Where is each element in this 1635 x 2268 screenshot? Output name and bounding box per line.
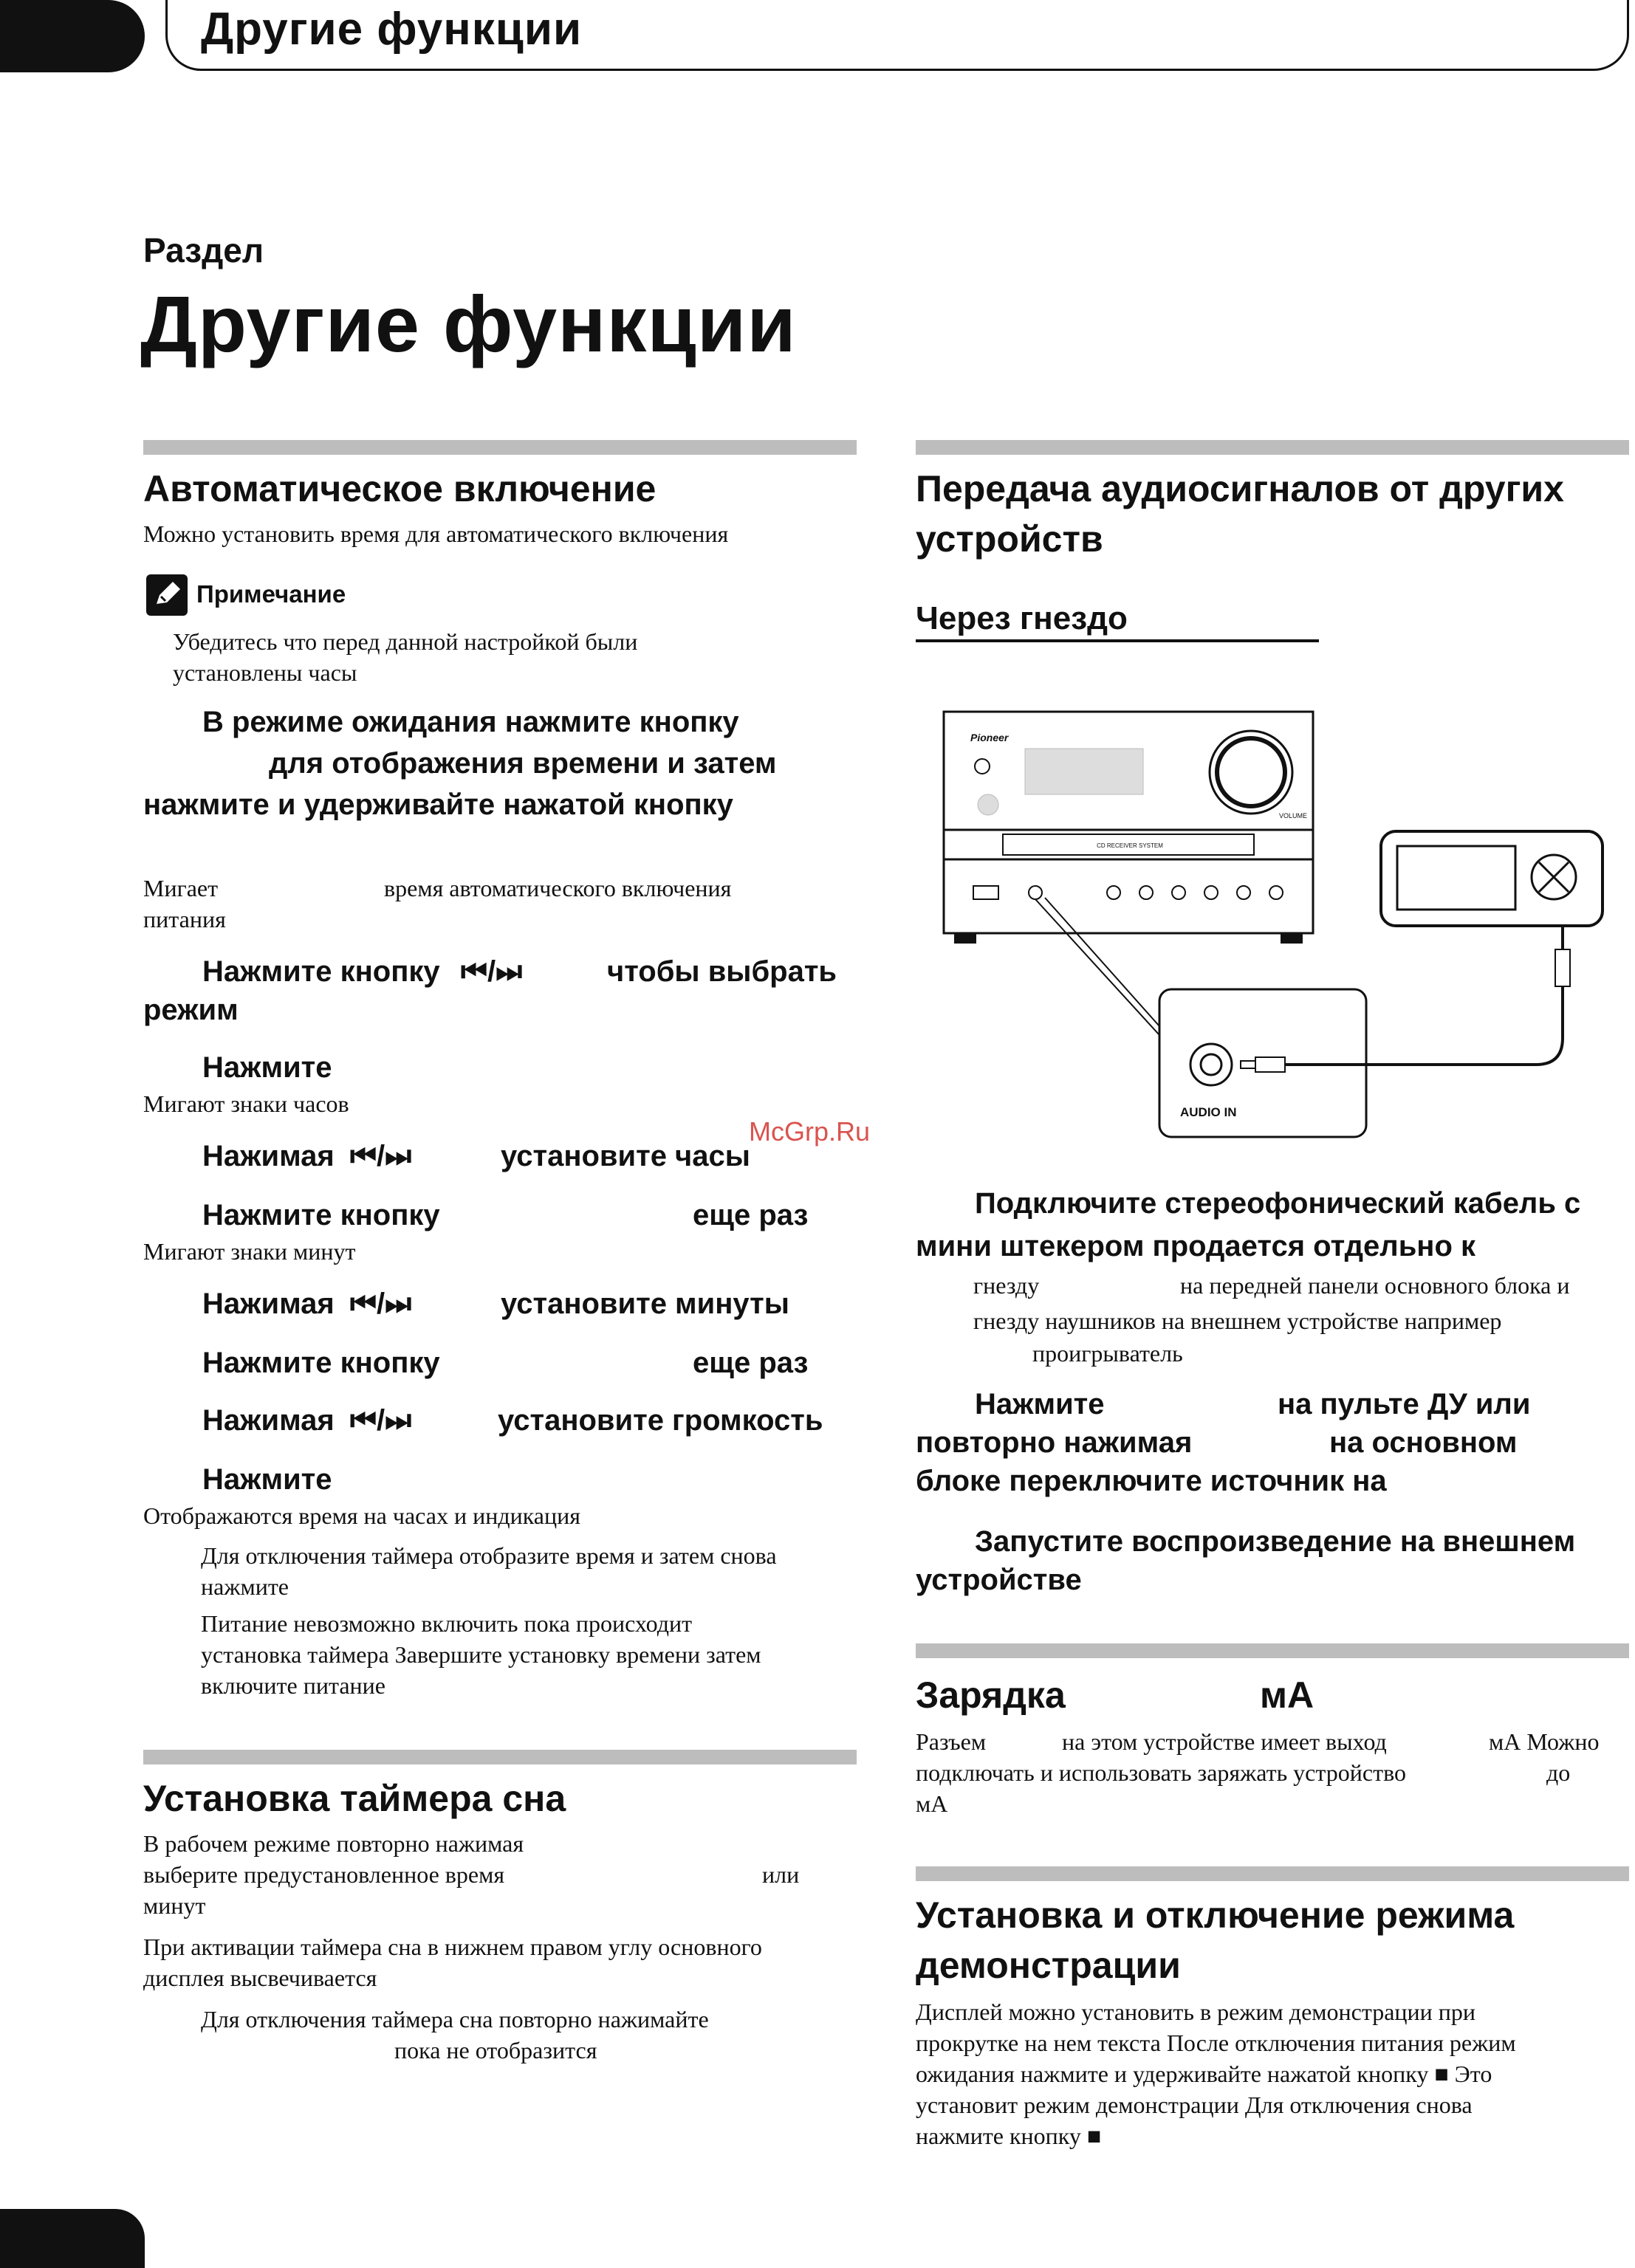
section-bar bbox=[916, 440, 1629, 455]
sleep-p2-line-1: При активации таймера сна в нижнем правом углу основного bbox=[143, 1934, 762, 1960]
audio-step2-e: блоке переключите источник на bbox=[916, 1465, 1387, 1497]
step5-text: Мигают знаки минут bbox=[143, 1238, 356, 1265]
audio-step3-line-1: Запустите воспроизведение на внешнем bbox=[975, 1525, 1576, 1558]
skip-icon: ⏮/⏭ bbox=[350, 1140, 412, 1172]
section-bar bbox=[916, 1866, 1629, 1881]
charge-p-b: на этом устройстве имеет выход bbox=[1062, 1728, 1387, 1755]
step8-b: установите громкость bbox=[498, 1404, 823, 1437]
auto-on-intro: Можно установить время для автоматического включения bbox=[143, 520, 729, 547]
section-bar bbox=[143, 1750, 857, 1764]
sleep-p2-line-2: дисплея высвечивается bbox=[143, 1965, 377, 1991]
step8-a: Нажимая bbox=[202, 1404, 335, 1437]
step5-a: Нажмите кнопку bbox=[202, 1199, 440, 1231]
audio-subheading: Через гнездо bbox=[916, 598, 1319, 642]
sleep-bullet-a: Для отключения таймера сна повторно нажимайте bbox=[201, 2006, 709, 2032]
section-title-sleep: Установка таймера сна bbox=[143, 1778, 566, 1819]
audio-step1-text-a: гнезду bbox=[973, 1272, 1040, 1299]
blink1-c: питания bbox=[143, 906, 226, 932]
audio-step2-a: Нажмите bbox=[975, 1388, 1105, 1420]
charge-p-a: Разъем bbox=[916, 1728, 987, 1755]
watermark: McGrp.Ru bbox=[749, 1116, 871, 1147]
demo-line-3: ожидания нажмите и удерживайте нажатой кнопку ■ Это bbox=[916, 2061, 1492, 2087]
audio-step1-text-d: проигрыватель bbox=[1032, 1340, 1183, 1367]
note-label: Примечание bbox=[196, 580, 346, 608]
audio-step1-line-1: Подключите стереофонический кабель с bbox=[975, 1187, 1581, 1220]
section-title-audio-2: устройств bbox=[916, 518, 1103, 560]
sleep-p1-c: или bbox=[762, 1861, 800, 1888]
pencil-note-icon bbox=[146, 574, 188, 616]
step7-a: Нажмите кнопку bbox=[202, 1347, 440, 1379]
step1-line-1: В режиме ожидания нажмите кнопку bbox=[202, 706, 739, 738]
step2-b: чтобы выбрать bbox=[607, 955, 837, 988]
step2-a: Нажмите кнопку bbox=[202, 955, 440, 988]
section-title-demo-2: демонстрации bbox=[916, 1945, 1181, 1986]
section-title-auto-on: Автоматическое включение bbox=[143, 468, 657, 509]
step4-a: Нажимая bbox=[202, 1140, 335, 1172]
sleep-p1-b: выберите предустановленное время bbox=[143, 1861, 505, 1888]
section-bar bbox=[916, 1643, 1629, 1658]
skip-icon: ⏮/⏭ bbox=[350, 1404, 412, 1437]
chapter-label: Раздел bbox=[143, 231, 264, 269]
section-title-demo-1: Установка и отключение режима bbox=[916, 1894, 1515, 1936]
bullet2-line-2: установка таймера Завершите установку времени затем bbox=[201, 1641, 761, 1668]
step3-text: Мигают знаки часов bbox=[143, 1090, 349, 1117]
audio-step2-c: повторно нажимая bbox=[916, 1426, 1193, 1459]
note-line-1: Убедитесь что перед данной настройкой были bbox=[173, 628, 638, 655]
charge-p-f: мА bbox=[916, 1790, 948, 1817]
jack-label: AUDIO IN bbox=[1180, 1105, 1237, 1119]
step6-a: Нажимая bbox=[202, 1288, 335, 1320]
charge-p-d: подключать и использовать заряжать устройство bbox=[916, 1759, 1406, 1786]
sleep-p1-a: В рабочем режиме повторно нажимая bbox=[143, 1830, 524, 1857]
demo-line-4: установит режим демонстрации Для отключения снова bbox=[916, 2092, 1473, 2118]
step3: Нажмите bbox=[202, 1051, 332, 1084]
charge-p-e: до bbox=[1546, 1759, 1571, 1786]
charge-p-c: мА Можно bbox=[1489, 1728, 1600, 1755]
section-title-charge-a: Зарядка bbox=[916, 1674, 1066, 1716]
audio-step1-text-b: на передней панели основного блока и bbox=[1180, 1272, 1570, 1299]
brand-label: Pioneer bbox=[970, 732, 1009, 743]
step6-b: установите минуты bbox=[501, 1288, 789, 1320]
audio-step2-b: на пульте ДУ или bbox=[1278, 1388, 1531, 1420]
bullet2-line-1: Питание невозможно включить пока происходит bbox=[201, 1610, 693, 1637]
demo-line-1: Дисплей можно установить в режим демонстрации при bbox=[916, 1999, 1476, 2025]
page-tab-marker bbox=[0, 0, 145, 72]
audio-step3-line-2: устройстве bbox=[916, 1564, 1082, 1596]
section-bar bbox=[143, 440, 857, 455]
volume-label: VOLUME bbox=[1279, 812, 1308, 819]
step9: Нажмите bbox=[202, 1463, 332, 1496]
blink1-a: Мигает bbox=[143, 875, 219, 901]
demo-line-2: прокрутке на нем текста После отключения питания режим bbox=[916, 2030, 1516, 2056]
bullet1-line-2: нажмите bbox=[201, 1573, 289, 1600]
step1-line-2: для отображения времени и затем bbox=[269, 747, 777, 780]
connection-diagram bbox=[916, 701, 1635, 1144]
section-title-charge-b: мА bbox=[1260, 1674, 1314, 1716]
audio-step2-d: на основном bbox=[1329, 1426, 1518, 1459]
blink1-b: время автоматического включения bbox=[384, 875, 732, 901]
sleep-bullet-b: пока не отобразится bbox=[394, 2037, 597, 2063]
demo-line-5: нажмите кнопку ■ bbox=[916, 2123, 1102, 2149]
step7-b: еще раз bbox=[693, 1347, 809, 1379]
audio-step1-line-2: мини штекером продается отдельно к bbox=[916, 1230, 1476, 1262]
bullet2-line-3: включите питание bbox=[201, 1672, 385, 1699]
section-title-audio-1: Передача аудиосигналов от других bbox=[916, 468, 1564, 509]
audio-step1-text-c: гнезду наушников на внешнем устройстве например bbox=[973, 1307, 1502, 1334]
panel-label: CD RECEIVER SYSTEM bbox=[1097, 842, 1163, 849]
skip-icon: ⏮/⏭ bbox=[461, 955, 523, 988]
step1-line-3: нажмите и удерживайте нажатой кнопку bbox=[143, 788, 733, 821]
header-title: Другие функции bbox=[201, 4, 583, 55]
step9-text: Отображаются время на часах и индикация bbox=[143, 1502, 580, 1529]
note-line-2: установлены часы bbox=[173, 659, 357, 686]
sleep-p1-d: минут bbox=[143, 1892, 206, 1919]
display-window bbox=[1025, 749, 1143, 794]
bullet1-line-1: Для отключения таймера отобразите время и затем снова bbox=[201, 1542, 777, 1569]
chapter-title: Другие функции bbox=[140, 279, 797, 368]
step2-c: режим bbox=[143, 994, 239, 1026]
page-number-tab bbox=[0, 2209, 145, 2268]
skip-icon: ⏮/⏭ bbox=[350, 1288, 412, 1320]
step5-b: еще раз bbox=[693, 1199, 809, 1231]
step4-b: установите часы bbox=[501, 1140, 750, 1172]
